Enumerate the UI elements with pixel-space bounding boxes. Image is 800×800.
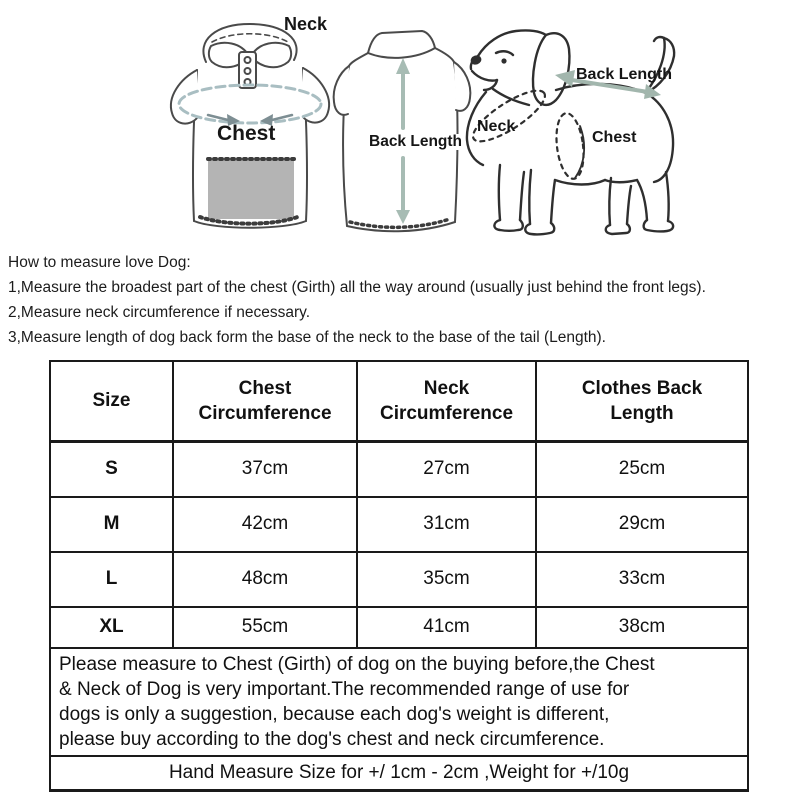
neck-s: 27cm <box>357 441 536 497</box>
header-size: Size <box>50 361 173 441</box>
size-table-header-row <box>50 361 748 441</box>
measure-note <box>50 648 748 756</box>
header-neck: Neck Circumference <box>357 361 536 441</box>
front-shirt-chest-label: Chest <box>217 122 276 145</box>
dog-chest-label: Chest <box>592 129 637 146</box>
note-line-1: Please measure to Chest (Girth) of dog on the buying before,the Chest <box>59 653 655 675</box>
size-xl: XL <box>50 607 173 648</box>
size-l: L <box>50 552 173 607</box>
back-length-s: 25cm <box>536 441 748 497</box>
chest-m: 42cm <box>173 497 357 552</box>
back-shirt-illustration <box>334 31 471 231</box>
chest-xl: 55cm <box>173 607 357 648</box>
note-line-3: dogs is only a suggestion, because each dog's weight is different, <box>59 703 610 725</box>
size-s: S <box>50 441 173 497</box>
back-length-m: 29cm <box>536 497 748 552</box>
table-row-m <box>50 497 748 552</box>
table-row-xl <box>50 607 748 648</box>
measure-illustration-panel <box>0 0 800 250</box>
table-note-row <box>50 648 748 756</box>
back-length-l: 33cm <box>536 552 748 607</box>
note-line-2: & Neck of Dog is very important.The recommended range of use for <box>59 678 630 700</box>
neck-l: 35cm <box>357 552 536 607</box>
back-length-xl: 38cm <box>536 607 748 648</box>
front-shirt-neck-label: Neck <box>284 14 328 34</box>
hand-measure-note: Hand Measure Size for +/ 1cm - 2cm ,Weight for +/10g <box>50 756 748 791</box>
measure-instructions <box>8 250 800 350</box>
dog-neck-label: Neck <box>477 118 516 135</box>
dog-back-length-label: Back Length <box>576 66 673 83</box>
instructions-title: How to measure love Dog: <box>8 254 191 271</box>
table-hand-measure-row <box>50 756 748 791</box>
back-shirt-back-length-label: Back Length <box>369 133 463 150</box>
instruction-step-1: 1,Measure the broadest part of the chest (Girth) all the way around (usually just behind the front legs). <box>8 279 706 296</box>
chest-l: 48cm <box>173 552 357 607</box>
measure-illustration-drawing <box>0 0 800 250</box>
instruction-step-3: 3,Measure length of dog back form the base of the neck to the base of the tail (Length). <box>8 329 606 346</box>
neck-xl: 41cm <box>357 607 536 648</box>
header-back-length: Clothes Back Length <box>536 361 748 441</box>
neck-m: 31cm <box>357 497 536 552</box>
chest-s: 37cm <box>173 441 357 497</box>
note-line-4: please buy according to the dog's chest and neck circumference. <box>59 728 605 750</box>
size-m: M <box>50 497 173 552</box>
table-row-l <box>50 552 748 607</box>
dog-chest-measure-band <box>553 112 587 181</box>
table-row-s <box>50 441 748 497</box>
instruction-step-2: 2,Measure neck circumference if necessary. <box>8 304 311 321</box>
size-table <box>49 360 749 792</box>
header-chest: Chest Circumference <box>173 361 357 441</box>
chest-measure-tape <box>179 85 321 123</box>
chest-shade-patch <box>208 160 294 219</box>
